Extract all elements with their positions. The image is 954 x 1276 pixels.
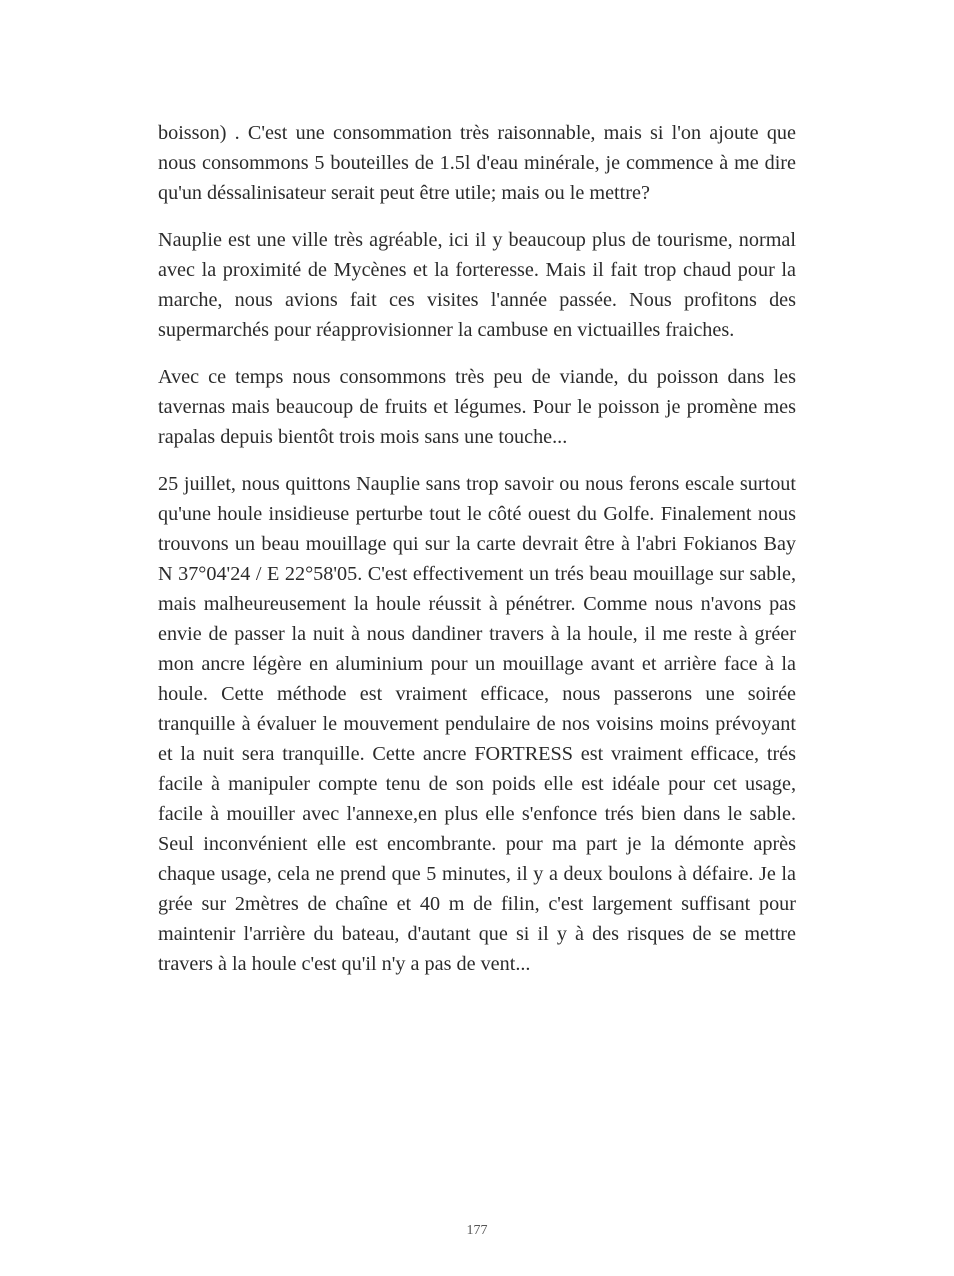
- paragraph-3: Avec ce temps nous consommons très peu de viande, du poisson dans les tavernas mais beaucoup de fruits et légumes. Pour le poisson je promène mes rapalas depuis bientôt trois mois sans une touche...: [158, 366, 796, 448]
- body-text: [158, 118, 796, 996]
- page-number: 177: [466, 1223, 488, 1238]
- paragraph-4: 25 juillet, nous quittons Nauplie sans trop savoir ou nous ferons escale surtout qu'une houle insidieuse perturbe tout le côté ouest du Golfe. Finalement nous trouvons un beau mouillage qui sur la carte devrait être à l'abri Fokianos Bay N 37°04'24 / E 22°58'05. C'est effectivement un trés beau mouillage sur sable, mais malheureusement la houle réussit à pénétrer. Comme nous n'avons pas envie de passer la nuit à nous dandiner travers à la houle, il me reste à gréer mon ancre légère en aluminium pour un mouillage avant et arrière face à la houle. Cette méthode est vraiment efficace, nous passerons une soirée tranquille à évaluer le mouvement pendulaire de nos voisins moins prévoyant et la nuit sera tranquille. Cette ancre FORTRESS est vraiment efficace, trés facile à manipuler compte tenu de son poids elle est idéale pour cet usage, facile à mouiller avec l'annexe,en plus elle s'enfonce trés bien dans le sable. Seul inconvénient elle est encombrante. pour ma part je la démonte après chaque usage, cela ne prend que 5 minutes, il y a deux boulons à défaire. Je la grée sur 2mètres de chaîne et 40 m de filin, c'est largement suffisant pour maintenir l'arrière du bateau, d'autant que si il y à des risques de se mettre travers à la houle c'est qu'il n'y a pas de vent...: [158, 473, 796, 975]
- paragraph-1: boisson) . C'est une consommation très raisonnable, mais si l'on ajoute que nous consommons 5 bouteilles de 1.5l d'eau minérale, je commence à me dire qu'un déssalinisateur serait peut être utile; mais ou le mettre?: [158, 122, 796, 204]
- paragraph-2: Nauplie est une ville très agréable, ici il y beaucoup plus de tourisme, normal avec la proximité de Mycènes et la forteresse. Mais il fait trop chaud pour la marche, nous avions fait ces visites l'année passée. Nous profitons des supermarchés pour réapprovisionner la cambuse en victuailles fraiches.: [158, 229, 796, 341]
